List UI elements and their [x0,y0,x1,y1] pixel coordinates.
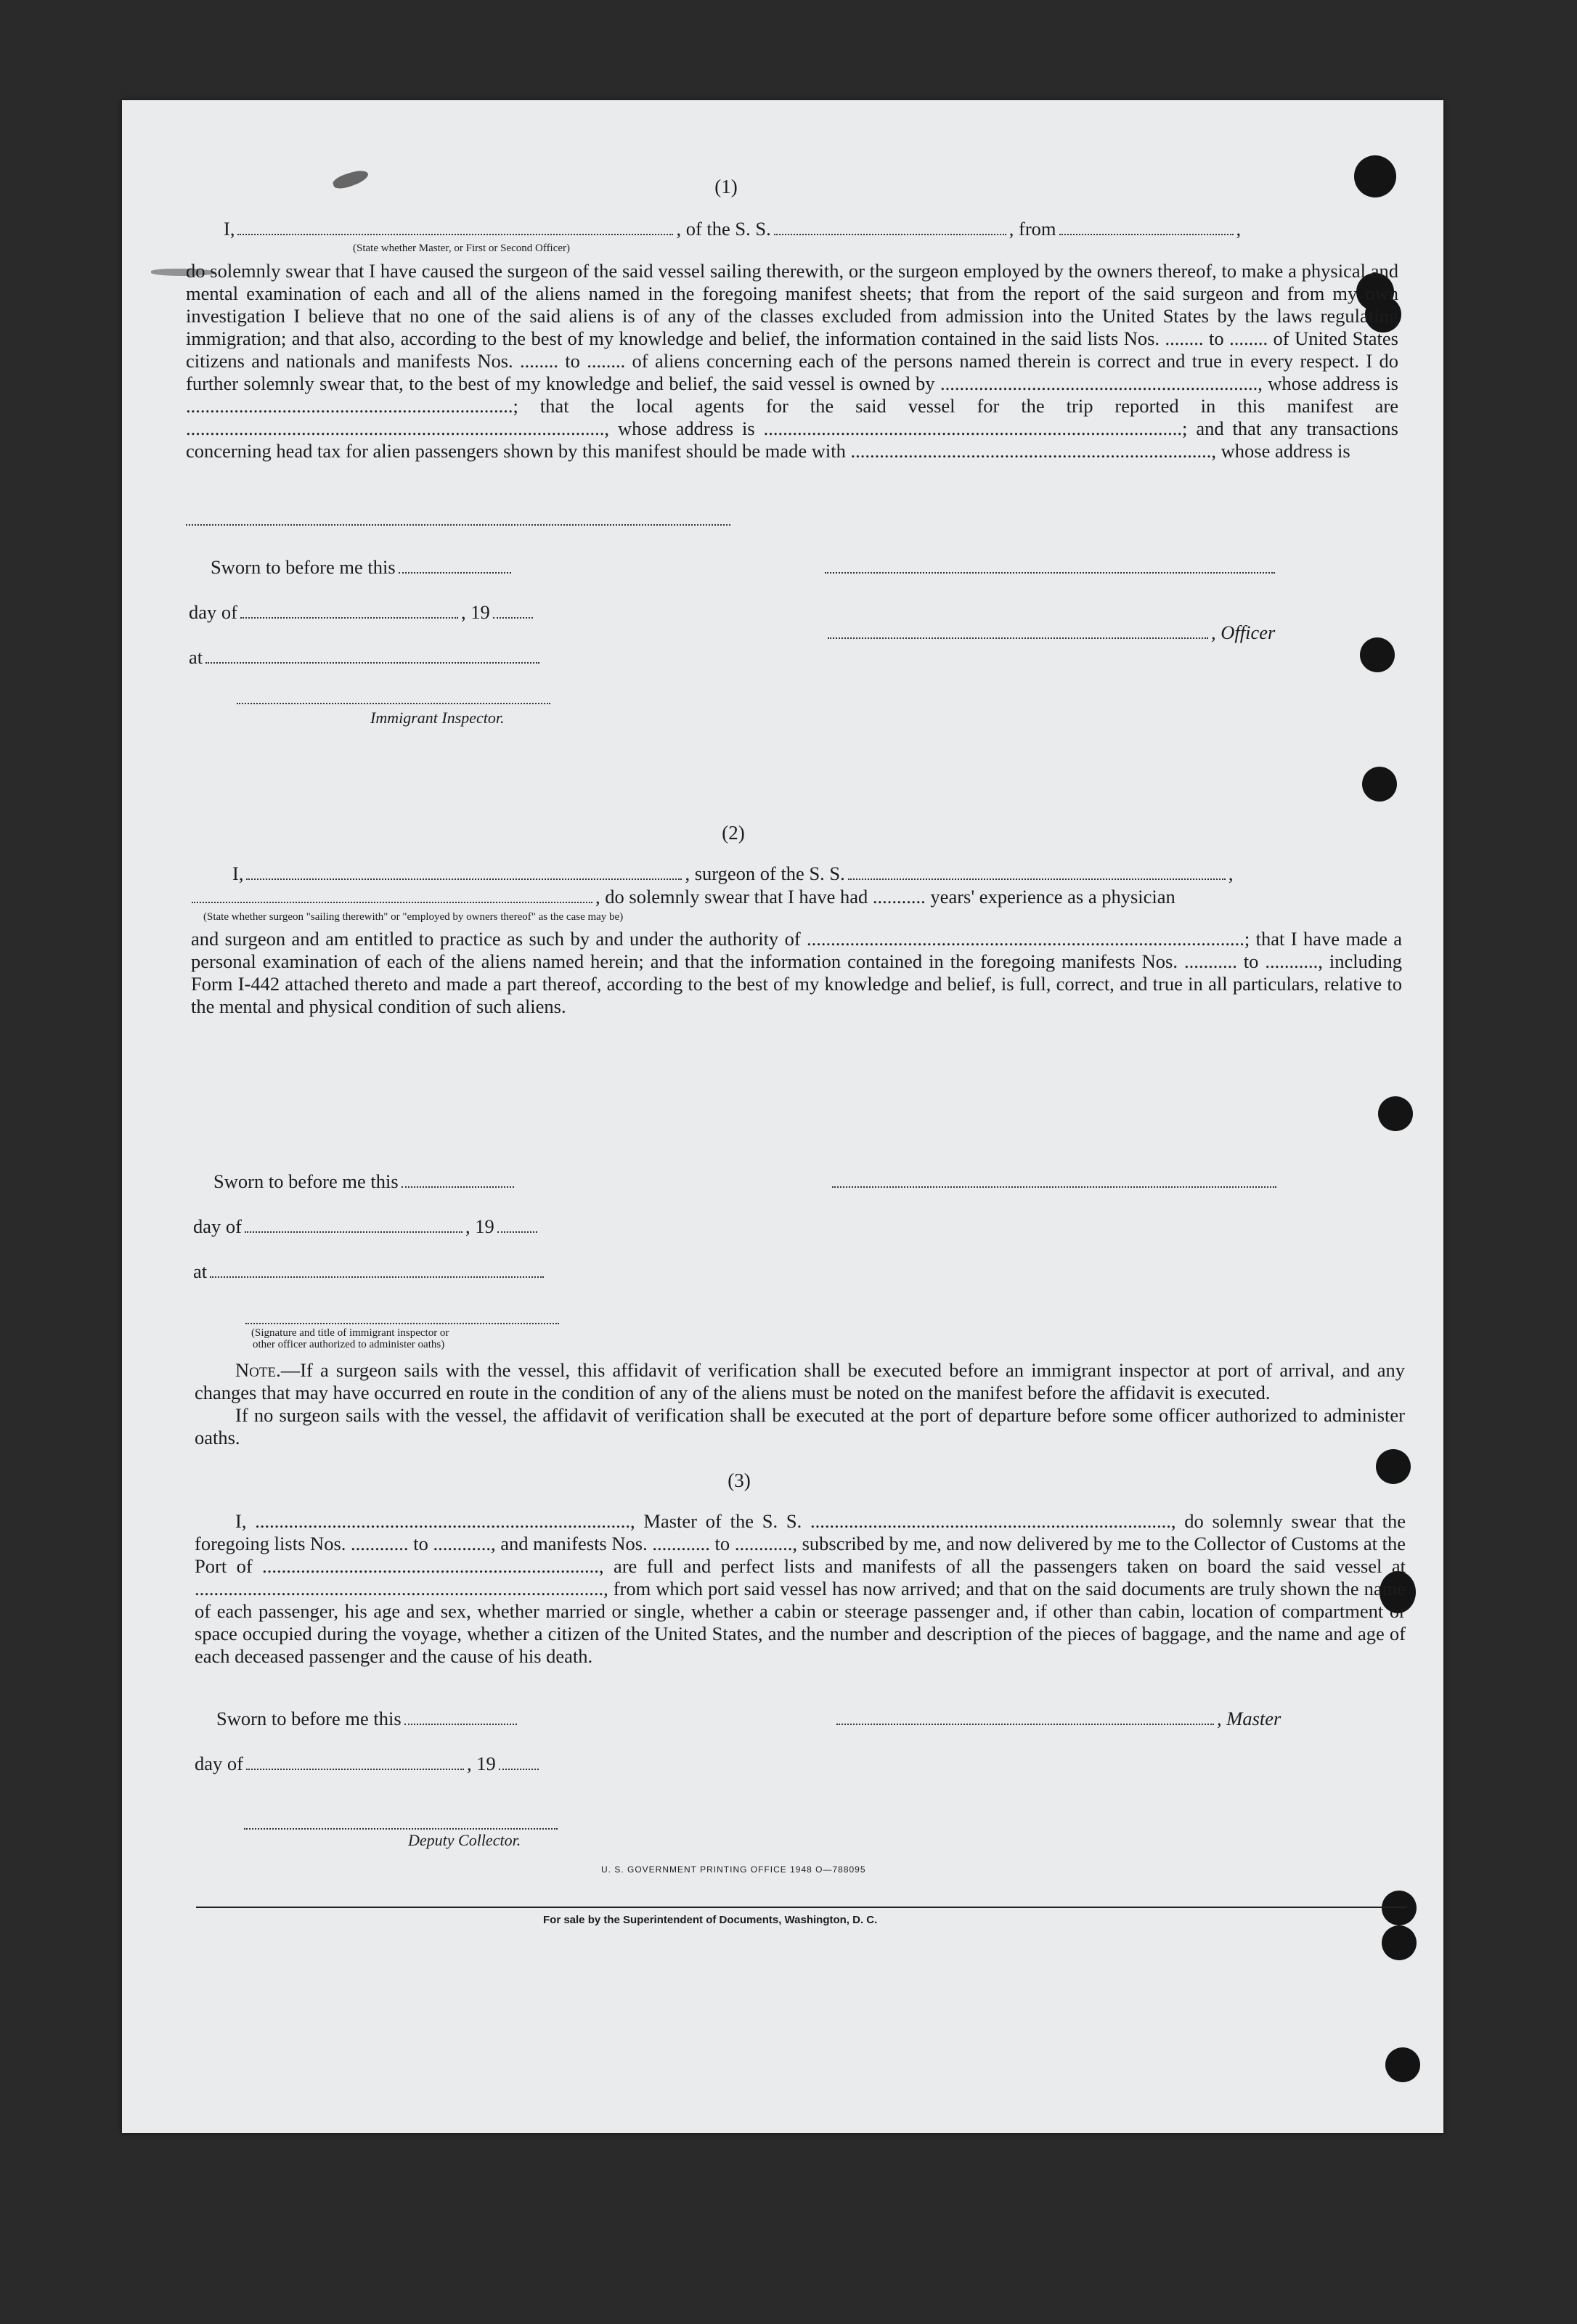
section-2-first-line: I, , surgeon of the S. S. , [232,863,1234,884]
for-sale-notice: For sale by the Superintendent of Documents, Washington, D. C. [543,1914,878,1926]
day-month-blank-3[interactable] [246,1753,464,1770]
at-line-2: at [193,1260,547,1283]
officer-caption: (State whether Master, or First or Second Officer) [353,242,571,254]
master-line: , Master [834,1708,1281,1730]
day-of-line-1: day of , 19 [189,601,536,624]
sworn-date-blank-2[interactable] [402,1170,514,1188]
day-month-blank[interactable] [240,601,458,619]
section-1-first-line: I, , of the S. S. , from , [224,218,1242,240]
surgeon-signature-blank[interactable] [832,1186,1276,1188]
year-blank-2[interactable] [497,1215,537,1233]
deputy-collector-label: Deputy Collector. [408,1831,521,1849]
ink-smudge [331,167,370,192]
form-page [122,100,1443,2133]
sworn-date-blank[interactable] [399,556,511,574]
master-signature-blank[interactable] [836,1708,1214,1725]
punch-hole [1376,1449,1411,1484]
section-2-second-line: , do solemnly swear that I have had ........... years' experience as a physician [189,886,1175,908]
sworn-date-blank-3[interactable] [404,1708,517,1725]
surgeon-vessel-blank[interactable] [848,863,1226,880]
from-port-blank[interactable] [1059,218,1234,235]
whose-address-blank[interactable] [186,524,730,526]
signature-caption-1: (Signature and title of immigrant inspector or [251,1327,449,1339]
section-3-number: (3) [728,1469,751,1491]
punch-hole [1385,2047,1420,2082]
day-of-line-2: day of , 19 [193,1215,540,1238]
year-blank-3[interactable] [499,1753,539,1770]
deputy-collector-signature-blank[interactable] [244,1828,558,1830]
section-2-number: (2) [722,822,745,844]
day-of-line-3: day of , 19 [195,1753,542,1775]
officer-signature-blank[interactable] [825,572,1275,574]
surgeon-caption: (State whether surgeon "sailing therewith" or "employed by owners thereof" as the case may be) [203,911,624,923]
sworn-line-3: Sworn to before me this [216,1708,520,1730]
note-label: Note. [235,1359,281,1381]
footer-rule [196,1907,1407,1908]
at-line-1: at [189,646,542,669]
punch-hole [1362,767,1397,802]
year-blank[interactable] [493,601,533,619]
surgeon-name-blank[interactable] [246,863,682,880]
section-1-body: do solemnly swear that I have caused the surgeon of the said vessel sailing therewith, or the surgeon employed by the owners thereof, to make a physical and mental examination of each and all of the aliens named in the foregoing manifest sheets; that from the report of the said surgeon and from my own investigation I believe that no one of the said aliens is of any of the classes excluded from admission into the United States by the laws regulating immigration; and that also, according to the best of my knowledge and belief, the information contained in the said lists Nos. ........ to ........ of United States citizens and nationals and manifests Nos. ........ to ........ of aliens concerning each of the persons named therein is correct and true in every respect. I do further solemnly swear that, to the best of my knowledge and belief, the said vessel is owned by .................................................................., whose address is ....................................................................; that the local agents for the said vessel for the trip reported in this manifest are ......................................................................................., whose address is .......................................................................................; and that any transactions concerning head tax for alien passengers shown by this manifest should be made with ..........................................................................., whose address is [186,260,1398,462]
vessel-name-blank[interactable] [774,218,1006,235]
officer-name-blank[interactable] [237,218,673,235]
officer-title-blank[interactable] [828,621,1208,639]
section-3-body: I, .............................................................................., Master of the S. S. ..........................................................................., do solemnly swear that the foregoing lists Nos. ............ to ............, and manifests Nos. ............ to ............, subscribed by me, and now delivered by me to the Collector of Customs at the Port of ......................................................................, are full and perfect lists and manifests of all the passengers taken on board the said vessel at ....................................................................................., from which port said vessel has now arrived; and that on the said documents are truly shown the name of each passenger, his age and sex, whether married or single, whether a cabin or steerage passenger and, if other than cabin, location of compartment or space occupied during the voyage, whether a citizen of the United States, and the number and description of the pieces of baggage, and the name and age of each deceased passenger and the cause of his death. [195,1510,1406,1667]
punch-hole [1360,637,1395,672]
printing-office-imprint: U. S. GOVERNMENT PRINTING OFFICE 1948 O—788095 [601,1864,866,1875]
punch-hole [1378,1096,1413,1131]
at-place-blank-2[interactable] [210,1260,544,1278]
officer-line: , Officer [825,621,1275,644]
signature-caption-2: other officer authorized to administer oaths) [253,1339,445,1350]
section-2-body: and surgeon and am entitled to practice as such by and under the authority of ...........................................................................................; that I have made a personal examination of each of the aliens named herein; and that the information contained in the foregoing manifests Nos. ........... to ..........., including Form I-442 attached thereto and made a part thereof, according to the best of my knowledge and belief, is full, correct, and true in all particulars, relative to the mental and physical condition of such aliens. [191,928,1402,1017]
sworn-line-2: Sworn to before me this [213,1170,517,1193]
punch-hole [1382,1925,1417,1960]
day-month-blank-2[interactable] [245,1215,462,1233]
punch-hole [1354,155,1396,197]
section-1-number: (1) [714,176,738,197]
at-place-blank[interactable] [205,646,539,664]
immigrant-inspector-label: Immigrant Inspector. [370,709,505,727]
punch-hole [1382,1891,1417,1925]
inspector-signature-blank[interactable] [237,703,550,704]
note-paragraph: Note.—If a surgeon sails with the vessel, this affidavit of verification shall be executed before an immigrant inspector at port of arrival, and any changes that may have occurred en route in the condition of any of the aliens must be noted on the manifest before the affidavit is executed. If no surgeon sails with the vessel, the affidavit of verification shall be executed at the port of departure before some officer authorized to administer oaths. [195,1359,1405,1448]
sworn-line-1: Sworn to before me this [211,556,514,579]
surgeon-status-blank[interactable] [192,886,592,903]
section-2-signature-visible[interactable] [245,1323,559,1324]
